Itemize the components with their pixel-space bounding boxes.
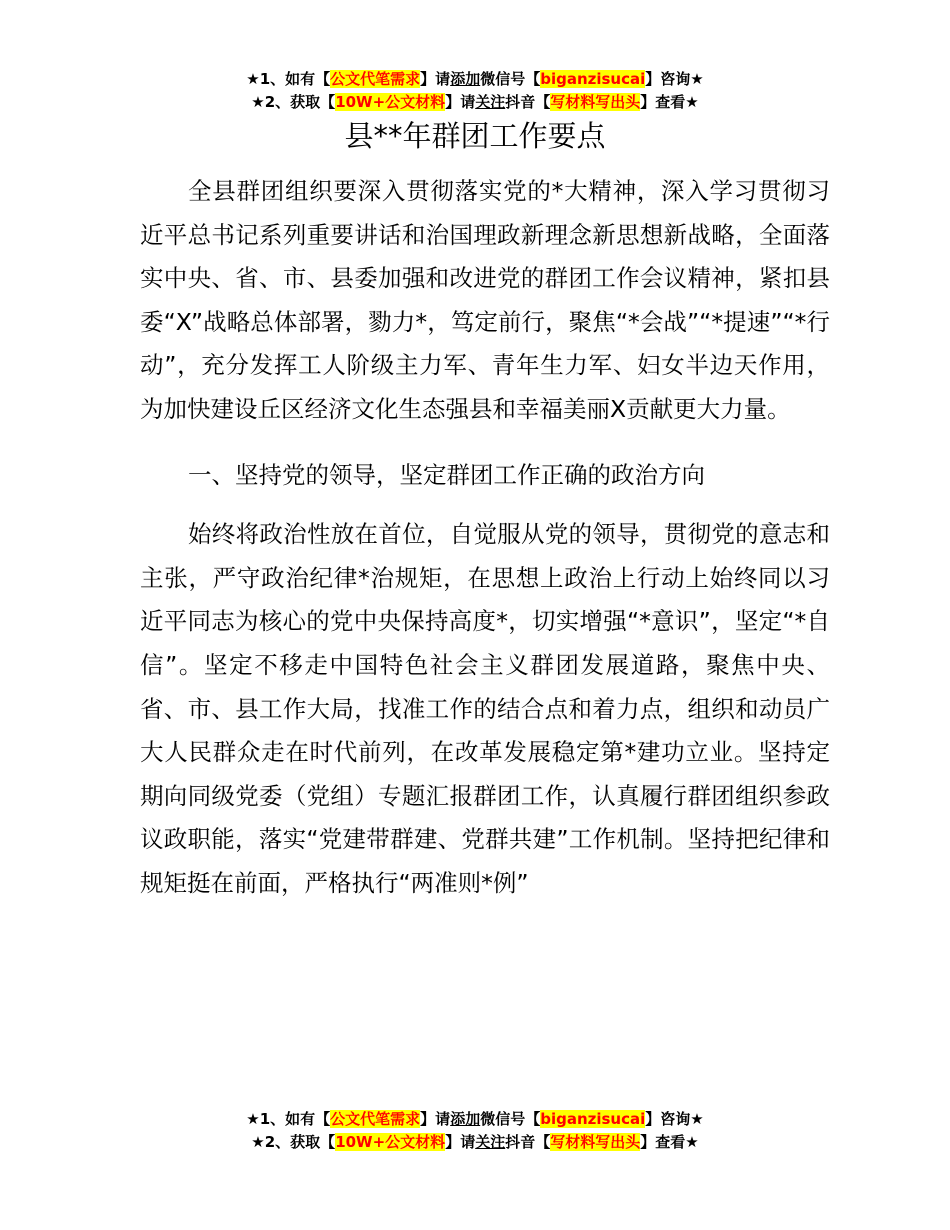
promo-emphasis: 添加: [450, 1110, 481, 1128]
section-heading: 一、坚持党的领导，坚定群团工作正确的政治方向: [188, 460, 705, 489]
promo-highlight: 公文代笔需求: [330, 70, 421, 88]
promo-highlight: 10W+公文材料: [335, 93, 446, 111]
promo-text: ★1、如有【: [246, 1110, 331, 1128]
promo-text: 微信号【: [480, 70, 541, 88]
promo-text: ★2、获取【: [251, 93, 336, 111]
promo-banner-top: [0, 68, 950, 114]
promo-line-2: [0, 1131, 950, 1154]
promo-emphasis: 关注: [475, 1133, 506, 1151]
promo-text: 】请: [420, 70, 451, 88]
promo-text: 】咨询★: [645, 1110, 704, 1128]
promo-text: 】查看★: [640, 93, 699, 111]
body-paragraph: 始终将政治性放在首位，自觉服从党的领导，贯彻党的意志和主张，严守政治纪律*治规矩，在思想上政治上行动上始终同以习近平同志为核心的党中央保持高度*，切实增强“*意识”，坚定“*自信”。坚定不移走中国特色社会主义群团发展道路，聚焦中央、省、市、县工作大局，找准工作的结合点和着力点，组织和动员广大人民群众走在时代前列，在改革发展稳定第*建功立业。坚持定期向同级党委（党组）专题汇报群团工作，认真履行群团组织参政议政职能，落实“党建带群建、党群共建”工作机制。坚持把纪律和规矩挺在前面，严格执行“两准则*例”: [140, 520, 830, 897]
promo-highlight: biganzisucai: [540, 1110, 646, 1128]
promo-highlight: 写材料写出头: [550, 1133, 641, 1151]
promo-highlight: 公文代笔需求: [330, 1110, 421, 1128]
promo-emphasis: 关注: [475, 93, 506, 111]
promo-text: ★1、如有【: [246, 70, 331, 88]
promo-line-1: [0, 1108, 950, 1131]
promo-text: ★2、获取【: [251, 1133, 336, 1151]
document-body: [140, 170, 830, 906]
promo-emphasis: 添加: [450, 70, 481, 88]
promo-highlight: 10W+公文材料: [335, 1133, 446, 1151]
promo-highlight: biganzisucai: [540, 70, 646, 88]
promo-line-2: [0, 91, 950, 114]
document-title: 县**年群团工作要点: [344, 119, 606, 153]
promo-line-1: [0, 68, 950, 91]
promo-highlight: 写材料写出头: [550, 93, 641, 111]
promo-text: 抖音【: [505, 93, 551, 111]
promo-text: 】请: [445, 93, 476, 111]
promo-banner-bottom: [0, 1108, 950, 1154]
promo-text: 抖音【: [505, 1133, 551, 1151]
promo-text: 】请: [420, 1110, 451, 1128]
intro-paragraph: 全县群团组织要深入贯彻落实党的*大精神，深入学习贯彻习近平总书记系列重要讲话和治国理政新理念新思想新战略，全面落实中央、省、市、县委加强和改进党的群团工作会议精神，紧扣县委“X”战略总体部署，勠力*，笃定前行，聚焦“*会战”“*提速”“*行动”，充分发挥工人阶级主力军、青年生力军、妇女半边天作用，为加快建设丘区经济文化生态强县和幸福美丽X贡献更大力量。: [140, 177, 830, 423]
promo-text: 微信号【: [480, 1110, 541, 1128]
promo-text: 】咨询★: [645, 70, 704, 88]
promo-text: 】查看★: [640, 1133, 699, 1151]
promo-text: 】请: [445, 1133, 476, 1151]
